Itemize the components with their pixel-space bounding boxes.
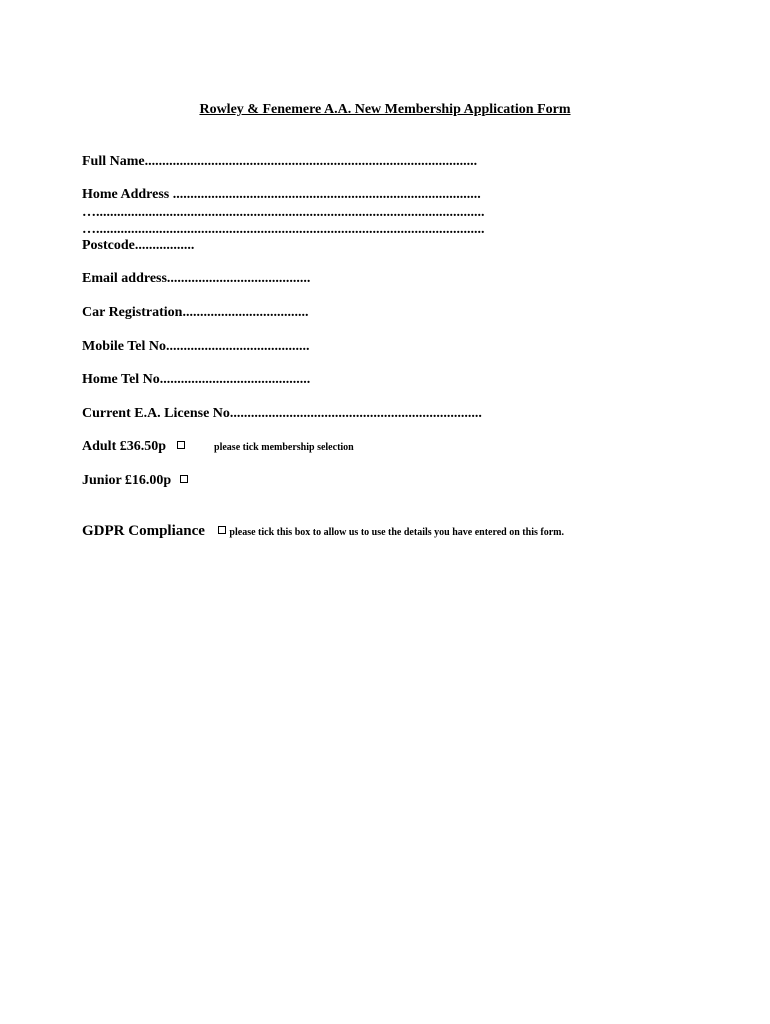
home-address-field[interactable]: Home Address ........................................................................................ — [82, 187, 481, 202]
ea-license-field[interactable]: Current E.A. License No........................................................................ — [82, 406, 482, 421]
membership-selection-note: please tick membership selection — [214, 442, 354, 453]
adult-membership-row — [82, 438, 354, 457]
junior-membership-row — [82, 472, 188, 490]
gdpr-note: please tick this box to allow us to use the details you have entered on this form. — [229, 527, 564, 538]
junior-membership-label: Junior £16.00p — [82, 473, 172, 488]
home-tel-field[interactable]: Home Tel No........................................... — [82, 372, 311, 387]
email-field[interactable]: Email address......................................... — [82, 271, 311, 286]
address-line-2-field[interactable]: …............................................................................................................... — [82, 205, 485, 220]
mobile-tel-field[interactable]: Mobile Tel No......................................... — [82, 339, 310, 354]
gdpr-label: GDPR Compliance — [82, 523, 205, 539]
adult-membership-checkbox[interactable] — [177, 441, 185, 449]
gdpr-row — [82, 522, 564, 542]
gdpr-checkbox[interactable] — [218, 526, 226, 534]
address-line-3-field[interactable]: …............................................................................................................... — [82, 222, 485, 237]
car-registration-field[interactable]: Car Registration.................................... — [82, 305, 309, 320]
adult-membership-label: Adult £36.50p — [82, 439, 167, 454]
postcode-field[interactable]: Postcode................. — [82, 238, 195, 253]
form-title: Rowley & Fenemere A.A. New Membership Application Form — [199, 102, 571, 117]
full-name-field[interactable]: Full Name............................................................................................... — [82, 154, 478, 169]
junior-membership-checkbox[interactable] — [180, 475, 188, 483]
